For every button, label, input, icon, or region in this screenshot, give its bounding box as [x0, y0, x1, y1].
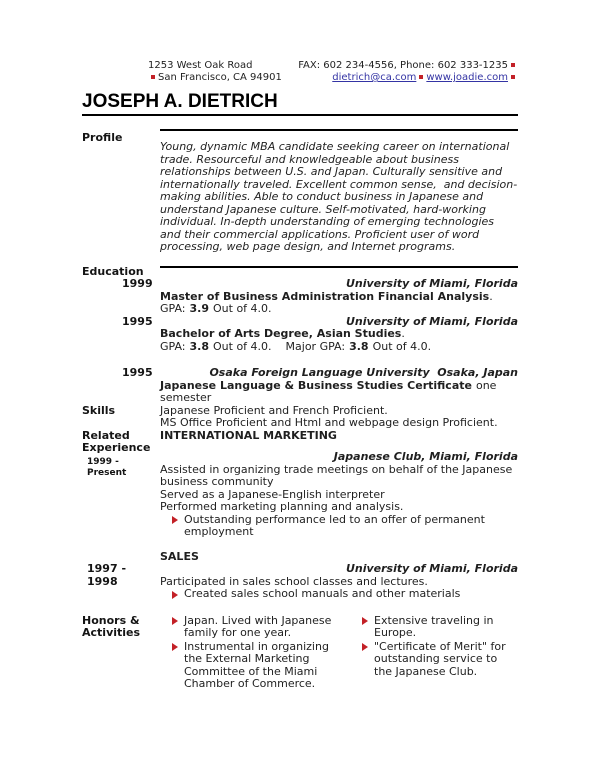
- profile-text: Young, dynamic MBA candidate seeking career on international trade. Resourceful and knowledgeable about business relationships between U.S. and Japan. Culturally sensitive and internationally traveled. Excellent common sense, and decision-making abilities. Able to conduct business in Japanese and understand Japanese culture. Self-motivated, hard-working individual. In-depth understanding of emerging technologies and their commercial applications. Proficient user of word processing, web page design, and Internet programs.: [160, 129, 518, 254]
- experience-job-sales: [82, 563, 518, 601]
- job-dates: 1999 - Present: [87, 456, 127, 478]
- honors-item: Extensive traveling in Europe.: [350, 615, 518, 640]
- honors-item: Japan. Lived with Japanese family for one year.: [160, 615, 350, 640]
- job-title: INTERNATIONAL MARKETING: [160, 428, 337, 442]
- education-label: Education: [82, 264, 144, 278]
- honors-item: Instrumental in organizing the External Marketing Committee of the Miami Chamber of Commerce.: [160, 641, 350, 691]
- job-highlight: Created sales school manuals and other materials: [160, 588, 518, 601]
- skills-label: Skills: [82, 403, 116, 417]
- job-location: Japanese Club, Miami, Florida: [333, 450, 518, 463]
- profile-section: [82, 129, 518, 254]
- skills-line: MS Office Proficient and Html and webpage design Proficient.: [160, 416, 498, 429]
- fax-phone-line: FAX: 602 234-4556, Phone: 602 333-1235: [298, 60, 518, 72]
- experience-label: Related Experience: [82, 428, 151, 454]
- red-square-bullet-icon: [511, 63, 515, 67]
- education-institution: Osaka Foreign Language University Osaka, Japan: [209, 366, 518, 379]
- education-certificate: Japanese Language & Business Studies Certificate one semester: [160, 378, 497, 404]
- experience-section: [82, 430, 518, 564]
- education-degree: Bachelor of Arts Degree, Asian Studies.: [160, 327, 405, 340]
- red-arrow-bullet-icon: [362, 617, 368, 625]
- candidate-name: JOSEPH A. DIETRICH: [82, 91, 518, 116]
- red-arrow-bullet-icon: [172, 617, 178, 625]
- address-line2: San Francisco, CA 94901: [148, 72, 282, 84]
- honors-column-1: [160, 615, 350, 692]
- profile-label: Profile: [82, 131, 123, 144]
- honors-section: [82, 615, 518, 692]
- education-gpa-line: GPA: 3.9 Out of 4.0.: [160, 302, 272, 315]
- job-duty: Served as a Japanese-English interpreter: [160, 487, 385, 501]
- job-duty: Assisted in organizing trade meetings on behalf of the Japanese business community: [160, 462, 513, 488]
- email-link[interactable]: dietrich@ca.com: [332, 72, 417, 83]
- skills-section: [82, 405, 518, 430]
- red-arrow-bullet-icon: [172, 516, 178, 524]
- links-line: [298, 72, 518, 84]
- red-square-bullet-icon: [511, 75, 515, 79]
- job-highlight: Outstanding performance led to an offer of permanent employment: [160, 514, 518, 539]
- education-entry: [82, 316, 518, 354]
- education-gpa-line: GPA: 3.8 Out of 4.0. Major GPA: 3.8 Out of 4.0.: [160, 339, 432, 353]
- red-arrow-bullet-icon: [172, 643, 178, 651]
- honors-item: "Certificate of Merit" for outstanding service to the Japanese Club.: [350, 641, 518, 679]
- skills-line: Japanese Proficient and French Proficient.: [160, 403, 388, 417]
- address-block: [148, 60, 282, 84]
- job-dates: 1997 - 1998: [87, 562, 127, 588]
- red-square-bullet-icon: [151, 75, 155, 79]
- education-year: 1995: [122, 314, 153, 328]
- job-title: SALES: [160, 549, 199, 563]
- education-year: 1999: [122, 277, 153, 290]
- website-link[interactable]: www.joadie.com: [426, 72, 508, 83]
- contact-block: [298, 60, 518, 84]
- job-duty: Participated in sales school classes and lectures.: [160, 574, 428, 588]
- education-year: 1995: [122, 366, 153, 379]
- header: [82, 60, 518, 84]
- honors-column-2: [350, 615, 518, 692]
- honors-label: Honors & Activities: [82, 613, 141, 639]
- education-entry: [82, 278, 518, 316]
- red-arrow-bullet-icon: [172, 591, 178, 599]
- education-degree: Master of Business Administration Financial Analysis.: [160, 289, 493, 303]
- job-location: University of Miami, Florida: [345, 562, 518, 575]
- education-entry: [82, 367, 518, 405]
- education-institution: University of Miami, Florida: [345, 277, 518, 290]
- red-square-bullet-icon: [419, 75, 423, 79]
- education-rule: [160, 266, 518, 268]
- red-arrow-bullet-icon: [362, 643, 368, 651]
- education-institution: University of Miami, Florida: [345, 314, 518, 328]
- address-line1: 1253 West Oak Road: [148, 60, 253, 71]
- job-duty: Performed marketing planning and analysis.: [160, 500, 404, 513]
